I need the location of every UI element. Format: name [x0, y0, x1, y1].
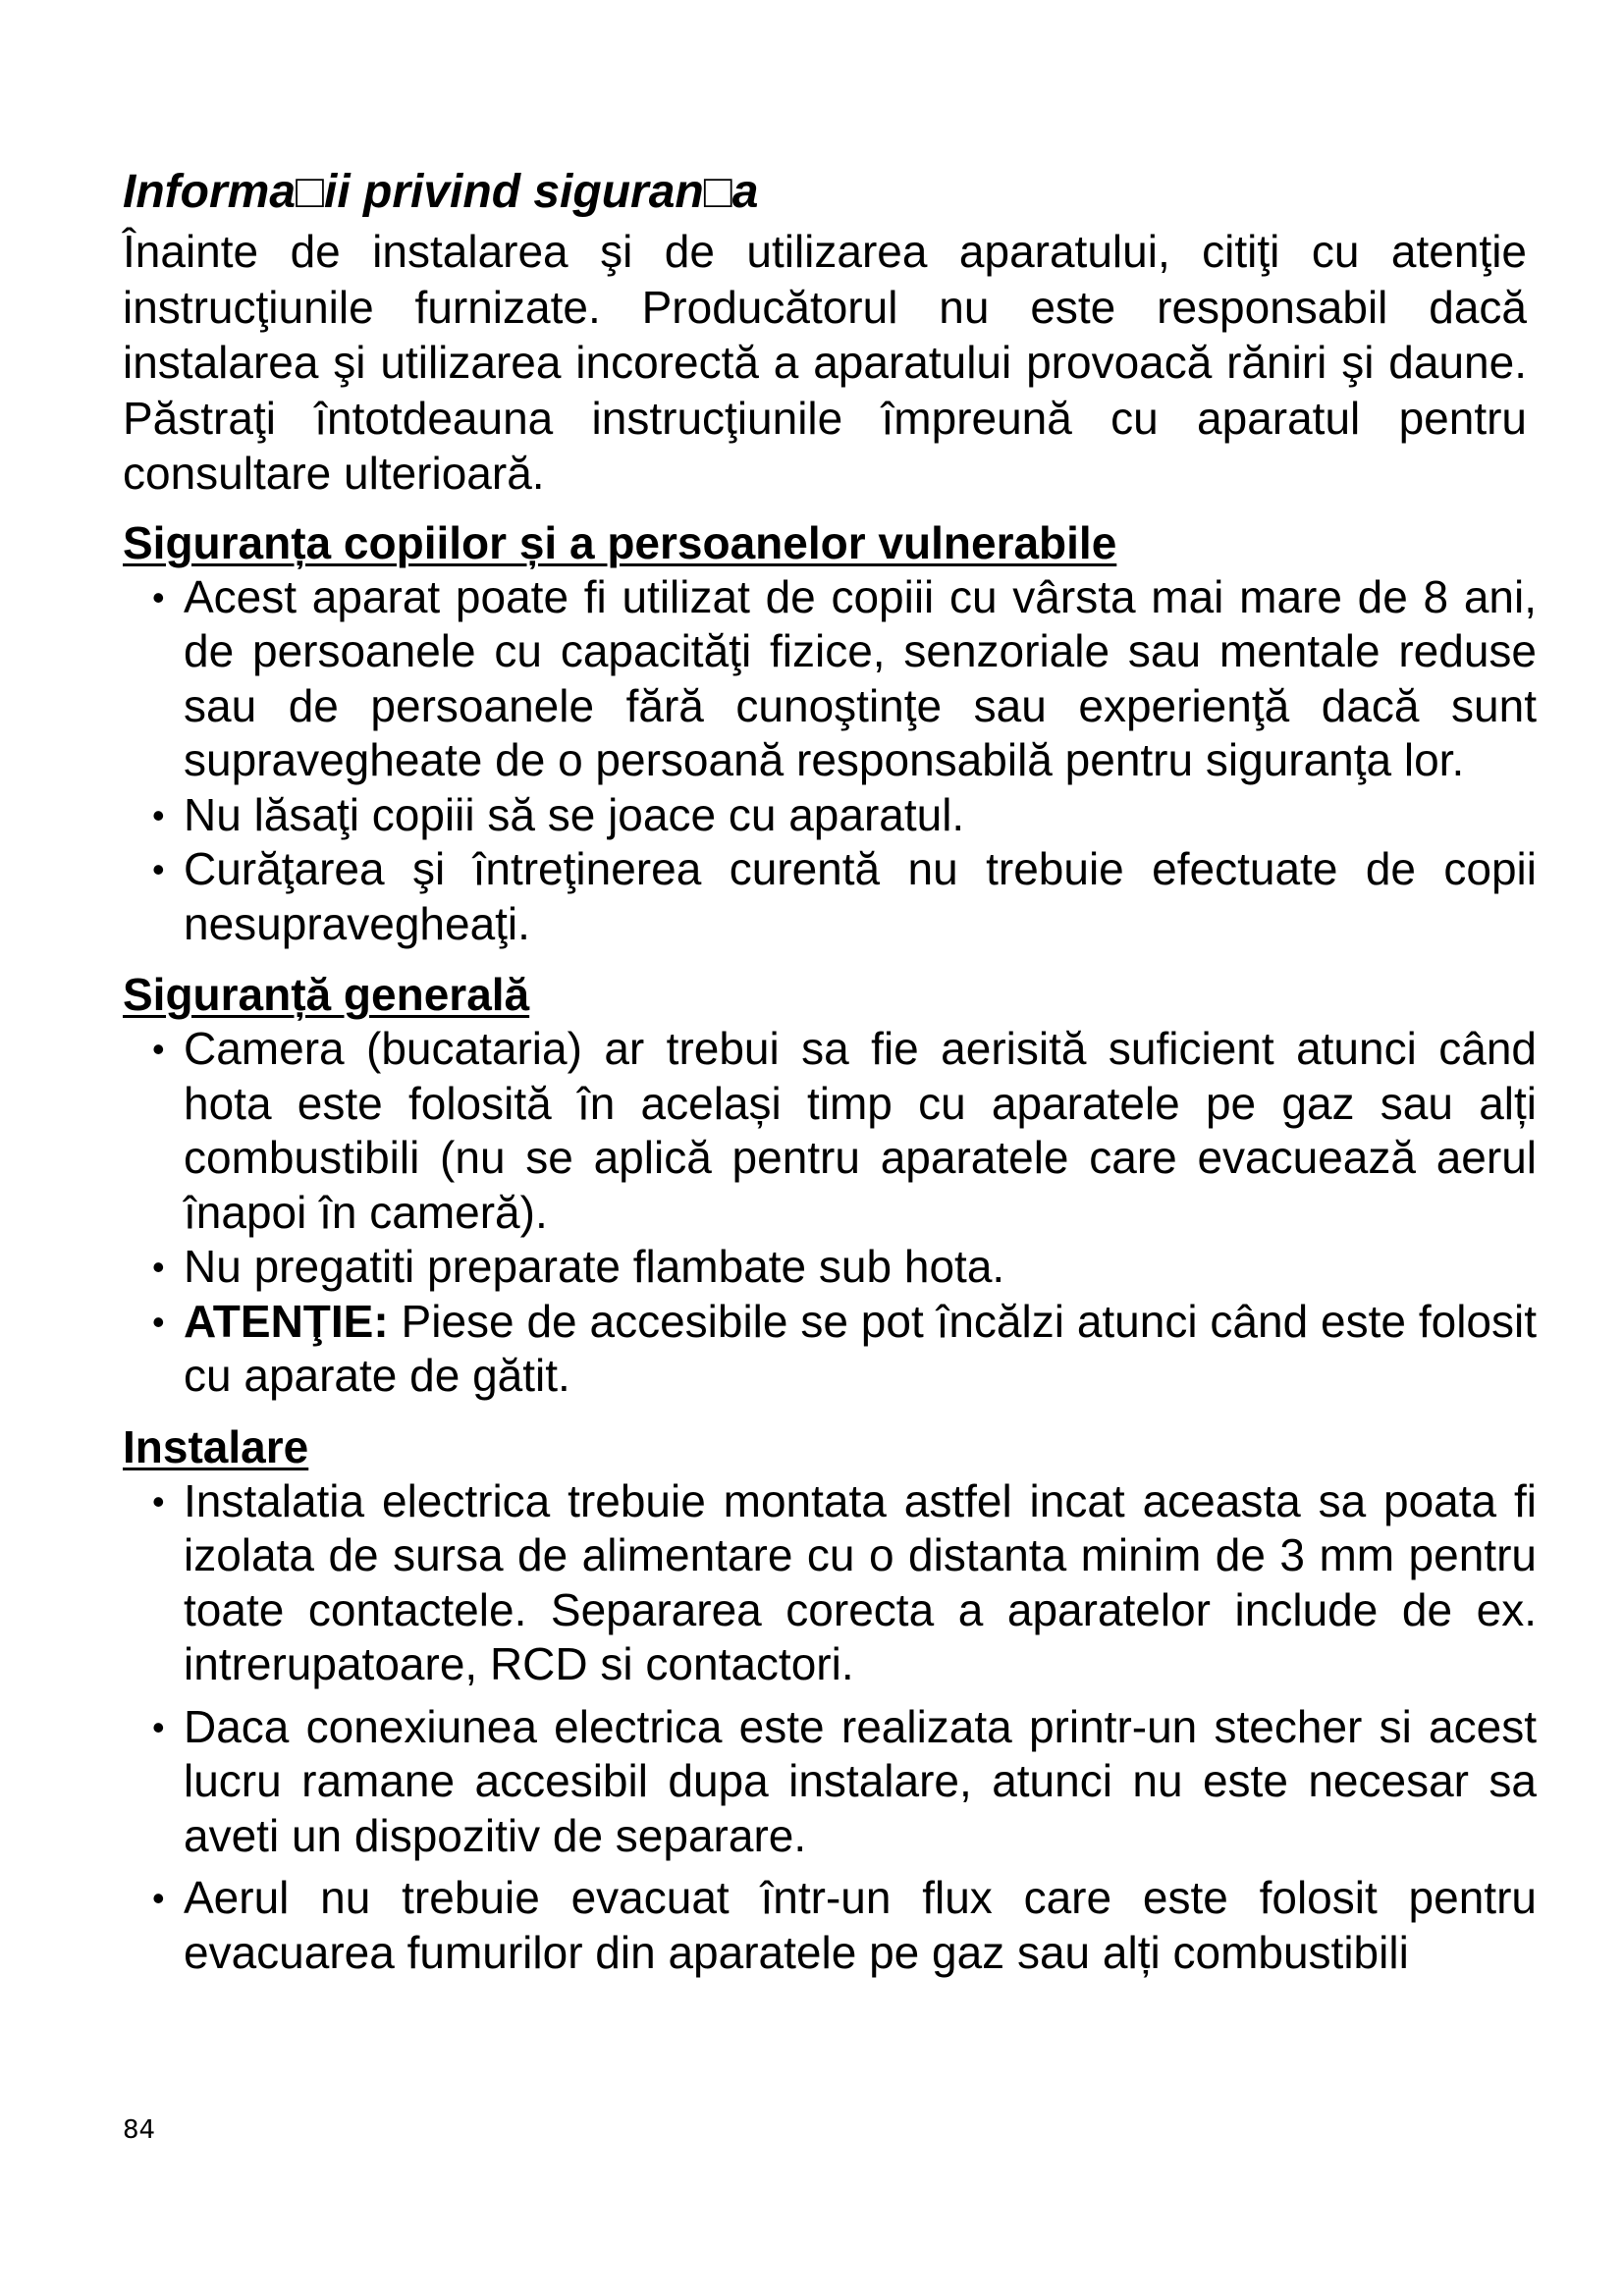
list-item — [123, 570, 1537, 788]
section-general-safety — [123, 967, 1537, 1404]
warning-label: ATENŢIE: — [184, 1295, 389, 1347]
bullet-icon: • — [152, 1029, 165, 1069]
list-item — [123, 788, 1537, 843]
bullet-icon: • — [152, 1706, 165, 1747]
warning-item — [123, 1295, 1537, 1404]
list-item-text: Nu lăsaţi copiii să se joace cu aparatul. — [184, 788, 965, 840]
bullet-icon: • — [152, 1247, 165, 1287]
intro-paragraph: Înainte de instalarea şi de utilizarea aparatului, citiţi cu atenţie instrucţiunile furnizate. Producătorul nu este responsabil dacă instalarea şi utilizarea incorectă a aparatului provoacă răniri şi daune. Păstraţi întotdeauna instrucţiunile împreună cu aparatul pentru consultare ulterioară. — [123, 226, 1527, 499]
bullet-list — [123, 570, 1537, 952]
list-item — [123, 842, 1537, 951]
list-item-text: Acest aparat poate fi utilizat de copiii cu vârsta mai mare de 8 ani, de persoanele cu capacităţi fizice, senzoriale sau mentale reduse sau de persoanele fără cunoştinţe sau experienţă dacă sunt supravegheate de o persoană responsabilă pentru siguranţa lor. — [184, 570, 1537, 785]
section-heading: Siguranța copiilor și a persoanelor vulnerabile — [123, 516, 1117, 568]
list-item — [123, 1700, 1537, 1864]
list-item-text: Curăţarea şi întreţinerea curentă nu trebuie efectuate de copii nesupravegheaţi. — [184, 843, 1537, 949]
list-item-text: Camera (bucataria) ar trebui sa fie aerisită suficient atunci când hota este folosită în același timp cu aparatele pe gaz sau alți combustibili (nu se aplică pentru aparatele care evacuează aerul înapoi în cameră). — [184, 1023, 1537, 1238]
page-number: 84 — [123, 2115, 156, 2145]
list-item-text: Aerul nu trebuie evacuat într-un flux care este folosit pentru evacuarea fumurilor din aparatele pe gaz sau alți combustibili — [184, 1872, 1537, 1978]
bullet-icon: • — [152, 576, 165, 617]
list-item — [123, 1022, 1537, 1240]
list-item-text: Instalatia electrica trebuie montata astfel incat aceasta sa poata fi izolata de sursa de alimentare cu o distanta minim de 3 mm pentru toate contactele. Separarea corecta a aparatelor include de ex. intrerupatoare, RCD si contactori. — [184, 1474, 1537, 1689]
list-item-text: Daca conexiunea electrica este realizata printr-un stecher si acest lucru ramane accesibil dupa instalare, atunci nu este necesar sa aveti un dispozitiv de separare. — [184, 1700, 1537, 1861]
section-child-safety — [123, 515, 1537, 952]
section-heading: Instalare — [123, 1420, 309, 1472]
page-title: Informa□ii privind siguran□a — [123, 166, 759, 218]
section-installation — [123, 1419, 1537, 1981]
bullet-icon: • — [152, 1480, 165, 1522]
document-page — [123, 165, 1537, 1980]
section-heading: Siguranță generală — [123, 969, 530, 1020]
bullet-icon: • — [152, 1301, 165, 1342]
list-item — [123, 1474, 1537, 1692]
bullet-list — [123, 1022, 1537, 1404]
list-item-text: Nu pregatiti preparate flambate sub hota. — [184, 1241, 1005, 1292]
bullet-icon: • — [152, 794, 165, 835]
list-item — [123, 1240, 1537, 1295]
bullet-icon: • — [152, 849, 165, 889]
list-item — [123, 1871, 1537, 1980]
warning-text: Piese de accesibile se pot încălzi atunci când este folosit cu aparate de gătit. — [184, 1295, 1537, 1401]
bullet-icon: • — [152, 1878, 165, 1918]
bullet-list — [123, 1474, 1537, 1981]
